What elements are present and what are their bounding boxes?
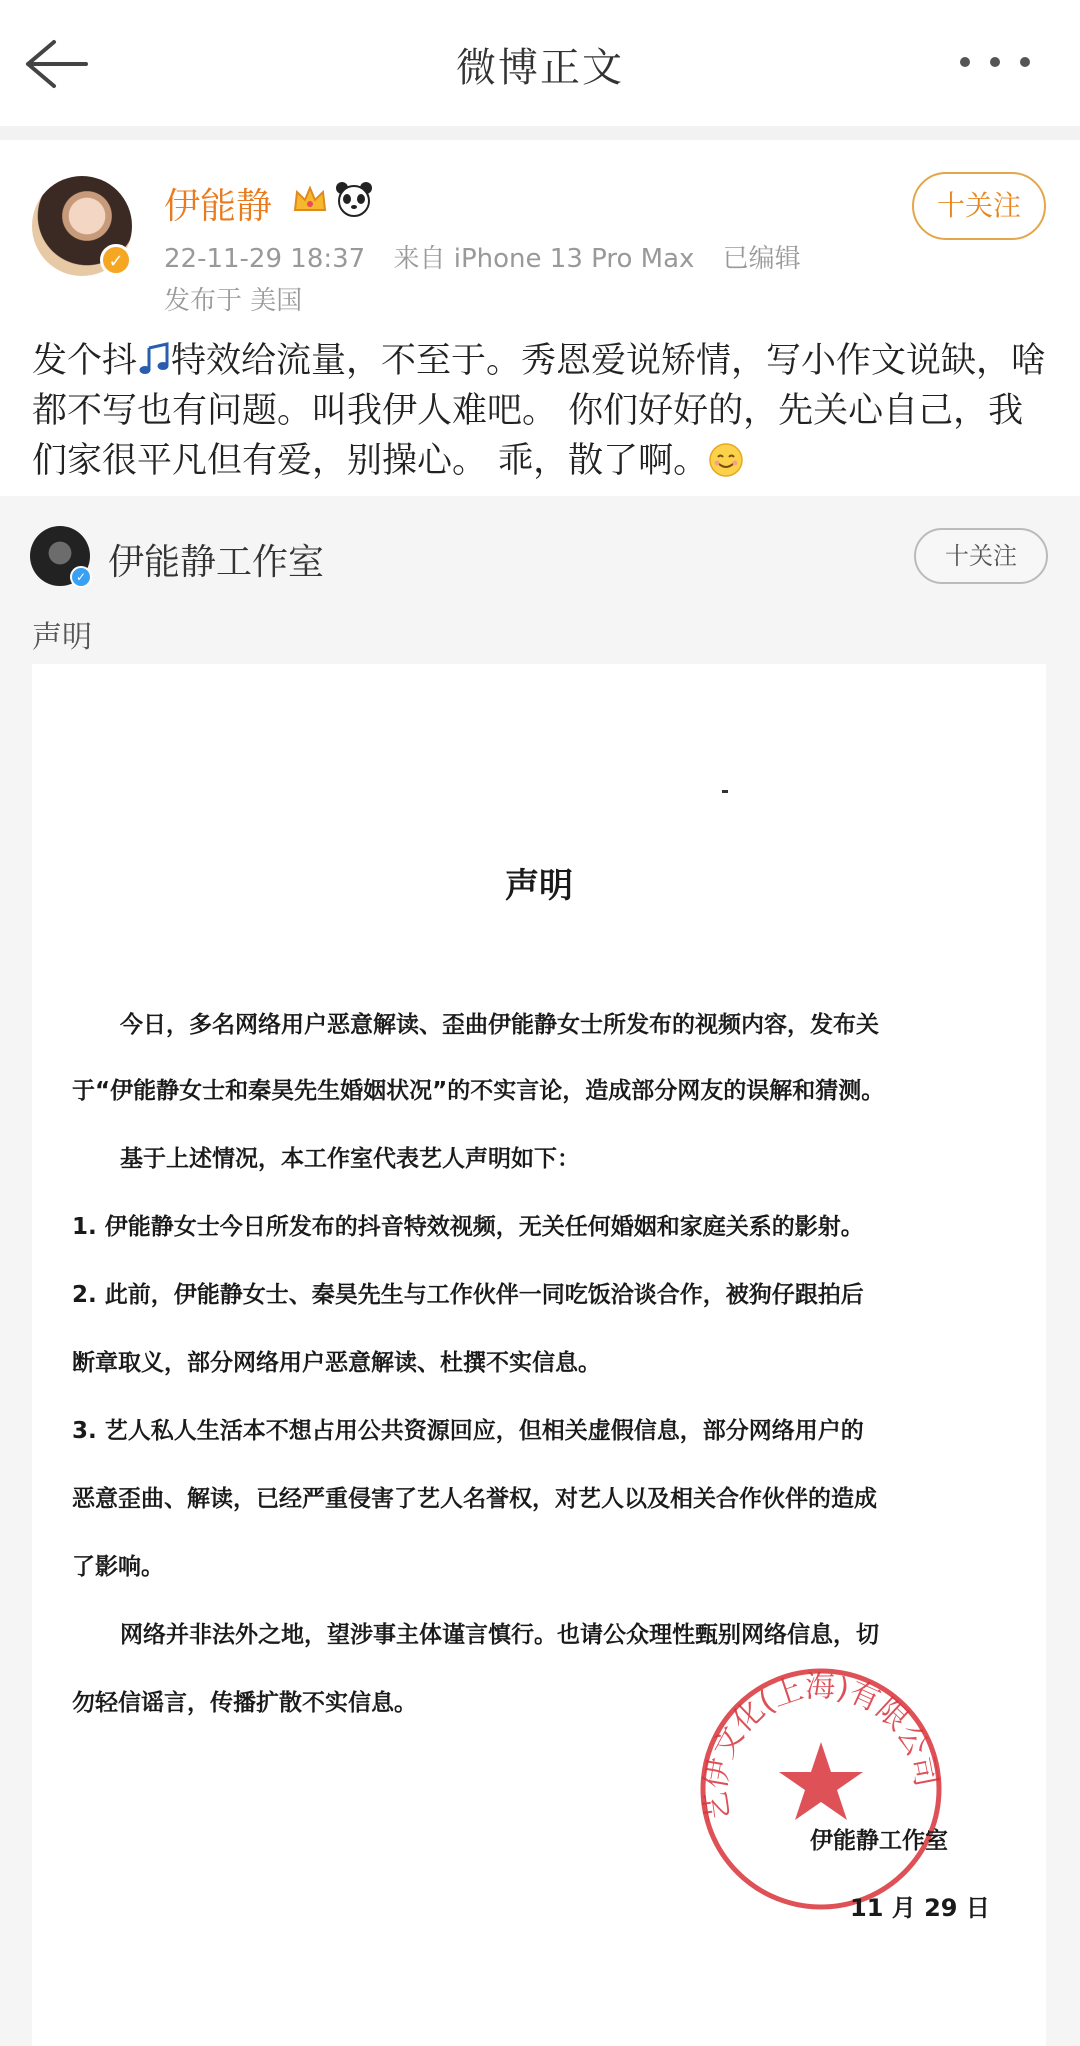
post-text-part1: 发个抖 bbox=[32, 341, 138, 381]
doc-line: 1. 伊能静女士今日所发布的抖音特效视频，无关任何婚姻和家庭关系的影射。 bbox=[72, 1214, 864, 1240]
post-timestamp: 22-11-29 18:37 bbox=[164, 244, 366, 274]
edited-label[interactable]: 已编辑 bbox=[722, 244, 801, 274]
repost-text: 声明 bbox=[32, 620, 92, 655]
doc-line: 于“伊能静女士和秦昊先生婚姻状况”的不实言论，造成部分网友的误解和猜测。 bbox=[72, 1078, 885, 1104]
doc-line: 勿轻信谣言，传播扩散不实信息。 bbox=[72, 1690, 417, 1716]
svg-text:艺伊文化(上海)有限公司: 艺伊文化(上海)有限公司 bbox=[698, 1669, 944, 1824]
verified-badge-icon: ✓ bbox=[70, 566, 92, 588]
crown-icon bbox=[292, 184, 328, 216]
repost-card[interactable] bbox=[0, 496, 1080, 2046]
doc-line: 恶意歪曲、解读，已经严重侵害了艺人名誉权，对艺人以及相关合作伙伴的造成 bbox=[72, 1486, 877, 1512]
doc-line: 了影响。 bbox=[72, 1554, 164, 1580]
doc-line: 网络并非法外之地，望涉事主体谨言慎行。也请公众理性甄别网络信息，切 bbox=[120, 1622, 879, 1648]
panda-icon bbox=[334, 180, 374, 218]
doc-line: 今日，多名网络用户恶意解读、歪曲伊能静女士所发布的视频内容，发布关 bbox=[120, 1012, 879, 1038]
smile-emoji-icon bbox=[708, 442, 744, 478]
section-divider bbox=[0, 126, 1080, 140]
page-title: 微博正文 bbox=[456, 45, 624, 91]
post-text bbox=[32, 336, 1052, 486]
music-note-icon bbox=[137, 340, 171, 374]
doc-title: 声明 bbox=[505, 866, 573, 906]
more-options-icon[interactable] bbox=[960, 52, 1056, 72]
post-location: 发布于 美国 bbox=[164, 286, 303, 316]
doc-line: 2. 此前，伊能静女士、秦昊先生与工作伙伴一同吃饭洽谈合作，被狗仔跟拍后 bbox=[72, 1282, 864, 1308]
doc-speck bbox=[722, 790, 728, 793]
doc-line: 基于上述情况，本工作室代表艺人声明如下： bbox=[120, 1146, 580, 1172]
doc-line: 3. 艺人私人生活本不想占用公共资源回应，但相关虚假信息，部分网络用户的 bbox=[72, 1418, 864, 1444]
doc-signature: 伊能静工作室 bbox=[810, 1828, 948, 1854]
company-seal-stamp bbox=[696, 1664, 946, 1914]
statement-image[interactable] bbox=[32, 664, 1046, 2046]
follow-button[interactable]: 十关注 bbox=[912, 172, 1046, 240]
repost-author-name[interactable]: 伊能静工作室 bbox=[108, 542, 325, 583]
post-source: 来自 iPhone 13 Pro Max bbox=[393, 244, 695, 274]
post-text-part2: 特效给流量，不至于。秀恩爱说矫情，写小作文说缺，啥都不写也有问题。叫我伊人难吧。 你们好好的，先关心自己，我们家很平凡但有爱，别操心。 乖，散了啊。 bbox=[32, 341, 1047, 481]
verified-badge-icon: ✓ bbox=[100, 244, 132, 276]
repost-follow-button[interactable]: 十关注 bbox=[914, 528, 1048, 584]
top-nav-bar bbox=[0, 0, 1080, 126]
doc-line: 断章取义，部分网络用户恶意解读、杜撰不实信息。 bbox=[72, 1350, 601, 1376]
post-meta bbox=[164, 238, 821, 275]
username[interactable]: 伊能静 bbox=[164, 186, 273, 227]
doc-date: 11 月 29 日 bbox=[850, 1894, 990, 1922]
